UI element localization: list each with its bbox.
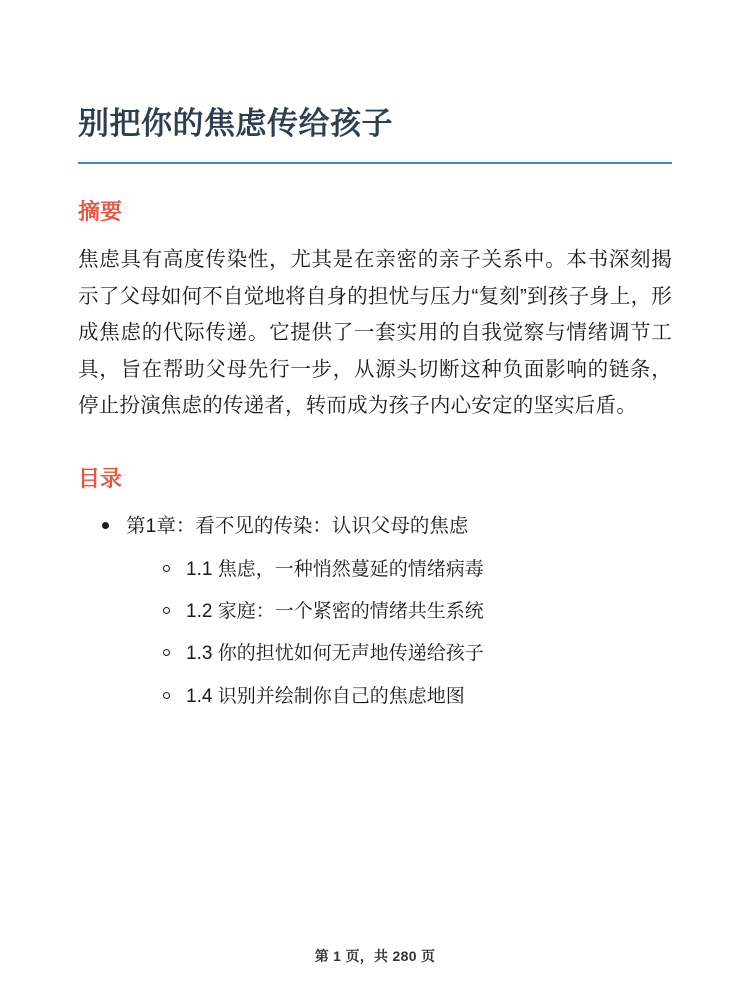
abstract-text: 焦虑具有高度传染性，尤其是在亲密的亲子关系中。本书深刻揭示了父母如何不自觉地将自身的担忧与压力“复刻”到孩子身上，形成焦虑的代际传递。它提供了一套实用的自我觉察与情绪调节工具，旨在帮助父母先行一步，从源头切断这种负面影响的链条，停止扮演焦虑的传递者，转而成为孩子内心安定的坚实后盾。 [78, 248, 672, 418]
toc-chapter-item [100, 511, 672, 711]
page-title: 别把你的焦虑传给孩子 [78, 106, 393, 141]
toc-section-label[interactable]: 1.2 家庭：一个紧密的情绪共生系统 [186, 600, 484, 622]
toc-section-label[interactable]: 1.3 你的担忧如何无声地传递给孩子 [186, 643, 484, 665]
bullet-circle-icon [163, 607, 170, 614]
bullet-circle-icon [163, 565, 170, 572]
toc-list [78, 511, 672, 711]
toc-section-item [160, 682, 672, 711]
toc-section-item [160, 555, 672, 584]
title-divider [78, 162, 672, 164]
toc-chapter-label[interactable]: 第1章：看不见的传染：认识父母的焦虑 [126, 515, 469, 538]
bullet-disc-icon [102, 522, 109, 529]
toc-section-item [160, 597, 672, 626]
toc-section-label[interactable]: 1.4 识别并绘制你自己的焦虑地图 [186, 685, 465, 707]
bullet-circle-icon [163, 649, 170, 656]
page-footer: 第 1 页，共 280 页 [314, 948, 436, 964]
bullet-circle-icon [163, 692, 170, 699]
toc-heading: 目录 [78, 465, 123, 491]
toc-section-list [126, 555, 672, 712]
toc-section-item [160, 639, 672, 668]
toc-section-label[interactable]: 1.1 焦虑，一种悄然蔓延的情绪病毒 [186, 558, 484, 580]
abstract-heading: 摘要 [78, 198, 123, 224]
